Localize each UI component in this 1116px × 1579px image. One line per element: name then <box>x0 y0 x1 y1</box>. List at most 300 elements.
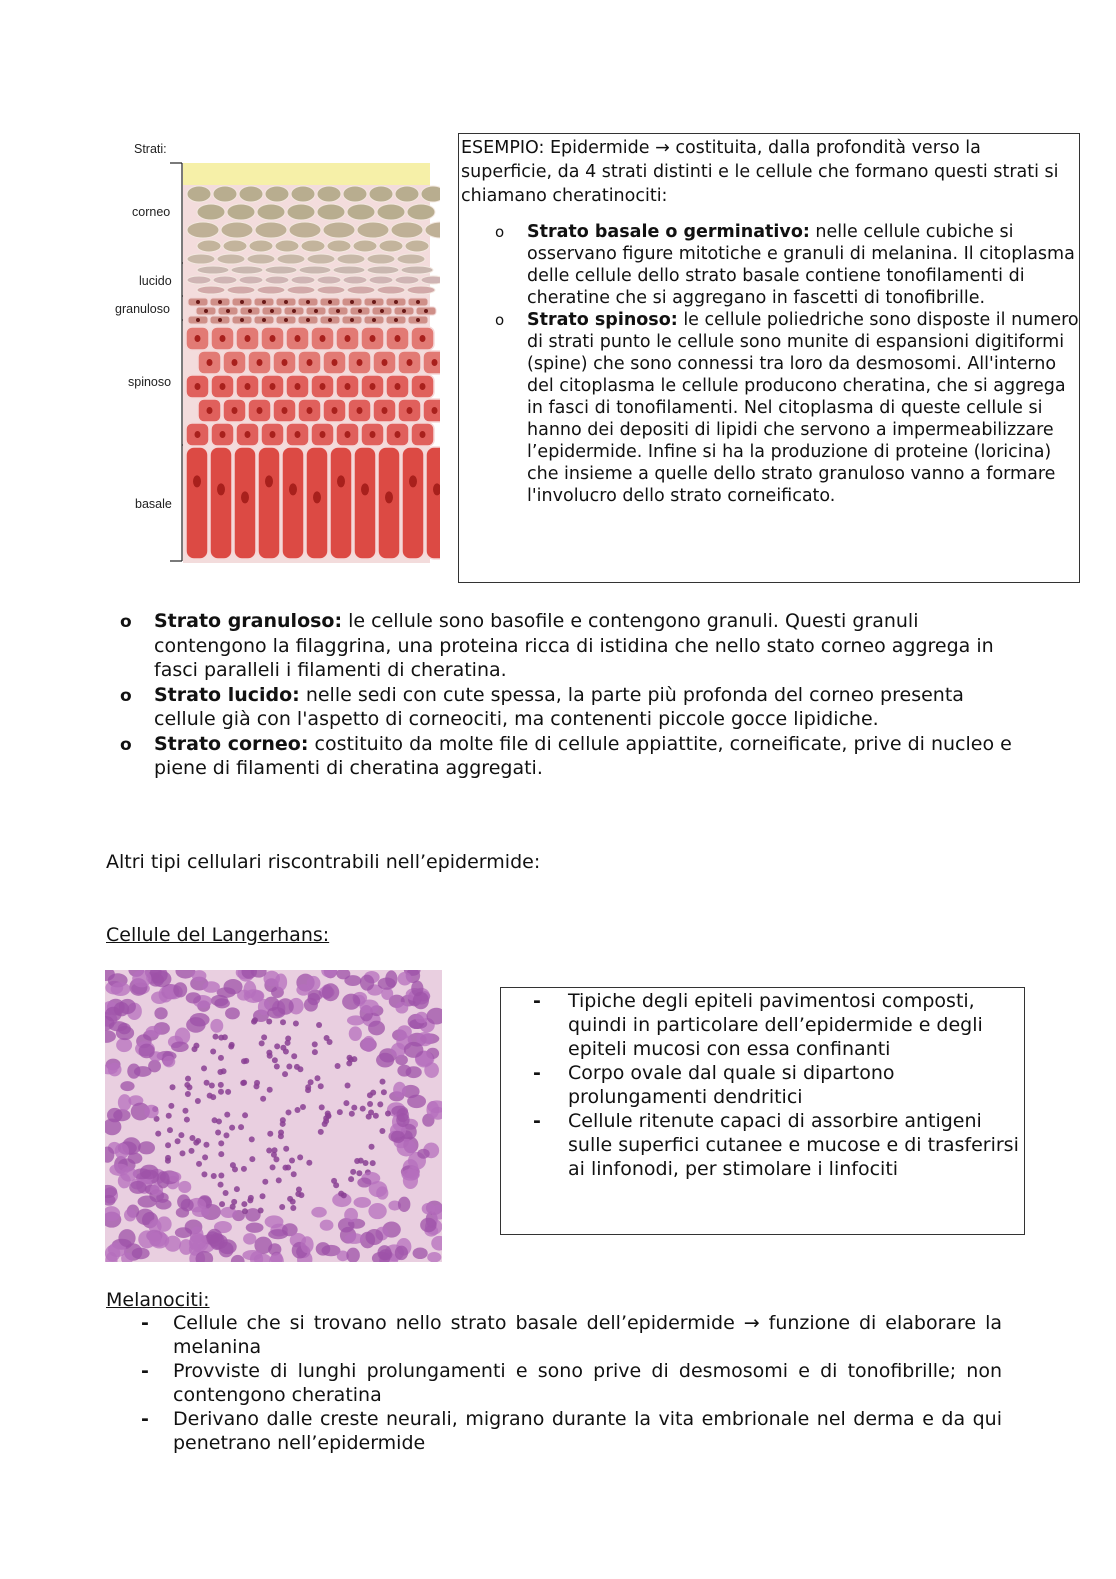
cell-nucleus <box>416 318 420 322</box>
histology-cell <box>185 1076 191 1082</box>
list-item <box>501 1109 1023 1181</box>
layer-label-corneo: corneo <box>132 205 171 219</box>
histology-cell <box>246 1222 264 1232</box>
cell-nucleus <box>320 431 326 438</box>
histology-cell <box>395 1246 408 1261</box>
bullet-marker: - <box>533 990 541 1012</box>
histology-cell <box>280 1019 286 1025</box>
corneo-cell <box>265 186 289 202</box>
histology-cell <box>138 1141 155 1154</box>
corneo-cell <box>357 222 389 238</box>
cell-nucleus <box>432 359 438 366</box>
histology-cell <box>238 1124 244 1130</box>
corneo-cell <box>317 186 341 202</box>
histology-cell <box>129 1181 146 1194</box>
corneo-cell <box>317 204 345 220</box>
basale-cell <box>210 447 232 559</box>
histology-cell <box>114 1002 130 1016</box>
histology-cell <box>202 1154 208 1160</box>
histology-cell <box>168 1172 182 1182</box>
corneo-cell <box>249 240 273 252</box>
cell-nucleus <box>332 359 338 366</box>
histology-cell <box>301 1236 314 1253</box>
histology-cell <box>377 1101 383 1107</box>
histology-cell <box>170 1084 176 1090</box>
histology-cell <box>210 1048 216 1054</box>
histology-cell <box>312 1049 318 1055</box>
histology-cell <box>228 1043 234 1049</box>
histology-cell <box>251 1019 257 1025</box>
histology-cell <box>203 1142 209 1148</box>
histology-cell <box>165 1158 171 1164</box>
histology-cell <box>344 975 361 986</box>
corneo-cell <box>197 240 221 252</box>
histology-cell <box>285 1165 291 1171</box>
corneo-cell <box>223 240 247 252</box>
histology-cell <box>272 1057 278 1063</box>
cell-nucleus <box>220 431 226 438</box>
langerhans-box <box>500 987 1025 1235</box>
histology-cell <box>297 1154 303 1160</box>
cell-nucleus <box>282 407 288 414</box>
histology-cell <box>157 1171 170 1188</box>
histology-cell <box>368 1203 386 1219</box>
list-item <box>106 1407 1002 1455</box>
cell-nucleus <box>358 309 362 313</box>
cell-nucleus <box>193 475 201 487</box>
basale-cell <box>186 447 208 559</box>
cell-nucleus <box>265 475 273 487</box>
histology-cell <box>192 970 207 981</box>
cell-nucleus <box>270 431 276 438</box>
basale-cell <box>402 447 424 559</box>
item-text: le cellule poliedriche sono disposte il numero di strati punto le cellule sono munite di espansioni digitiformi (spine) che sono connessi tra loro da desmosomi. All'interno del citoplasma le cellule producono cheratina, che si aggrega in fasci di tonofilamenti. Nel citoplasma di queste cellule si hanno dei depositi di lipidi che servono a impermeabilizzare l’epidermide. Infine si ha la produzione di proteine (loricina) che insieme a quelle dello strato granuloso vanno a formare l'involucro dello strato corneificato. <box>527 310 1079 506</box>
histology-cell <box>365 1229 383 1245</box>
corneo-cell <box>187 254 215 264</box>
cell-nucleus <box>332 407 338 414</box>
histology-cell <box>234 1186 240 1192</box>
histology-cell <box>422 1203 436 1215</box>
cell-nucleus <box>345 335 351 342</box>
corneo-cell <box>231 266 263 274</box>
cell-nucleus <box>328 300 332 304</box>
histology-cell <box>196 1161 202 1167</box>
corneo-cell <box>217 254 245 264</box>
histology-cell <box>159 986 173 1002</box>
corneo-cell <box>347 204 375 220</box>
histology-cell <box>167 1127 173 1133</box>
histology-cell <box>206 1229 222 1247</box>
corneo-cell <box>377 286 405 294</box>
histology-cell <box>249 1136 255 1142</box>
histology-cell <box>282 1071 288 1077</box>
box1-list <box>459 221 1079 507</box>
histology-cell <box>398 972 412 986</box>
cell-nucleus <box>337 475 345 487</box>
histology-cell <box>192 1206 210 1217</box>
cell-nucleus <box>357 359 363 366</box>
histology-cell <box>185 1091 191 1097</box>
basale-cell <box>354 447 376 559</box>
histology-cell <box>319 1104 325 1110</box>
histology-cell <box>293 1020 299 1026</box>
corneo-cell <box>227 204 255 220</box>
histology-cell <box>166 1113 172 1119</box>
histology-cell <box>424 1062 439 1078</box>
histology-cell <box>354 1197 372 1208</box>
list-item <box>120 732 1020 781</box>
corneo-cell <box>353 240 377 252</box>
cell-nucleus <box>257 407 263 414</box>
histology-cell <box>295 1107 301 1113</box>
histology-cell <box>262 1179 268 1185</box>
corneo-cell <box>401 266 433 274</box>
histology-cell <box>314 1075 320 1081</box>
histology-cell <box>378 977 396 989</box>
cell-nucleus <box>270 383 276 390</box>
histology-cell <box>274 1064 280 1070</box>
histology-cell <box>360 1106 366 1112</box>
cell-nucleus <box>420 335 426 342</box>
langerhans-list <box>501 989 1023 1181</box>
histology-cell <box>362 1036 375 1052</box>
cell-nucleus <box>196 300 200 304</box>
cell-nucleus <box>284 300 288 304</box>
corneo-cell <box>369 186 393 202</box>
histology-cell <box>202 981 220 993</box>
corneo-cell <box>327 240 351 252</box>
histology-cell <box>215 1129 221 1135</box>
corneo-cell <box>301 240 325 252</box>
histology-cell <box>396 1108 408 1122</box>
cell-nucleus <box>402 309 406 313</box>
histology-cell <box>395 1002 408 1014</box>
histology-cell <box>241 1166 247 1172</box>
histology-cell <box>331 1178 337 1184</box>
corneo-cell <box>367 266 399 274</box>
cell-nucleus <box>270 335 276 342</box>
corneo-cell <box>337 254 365 264</box>
cell-nucleus <box>395 383 401 390</box>
histology-cell <box>118 1229 135 1247</box>
cell-nucleus <box>204 309 208 313</box>
histology-cell <box>168 1103 174 1109</box>
cell-nucleus <box>370 431 376 438</box>
cell-nucleus <box>196 318 200 322</box>
histology-cell <box>218 1035 224 1041</box>
histology-cell <box>254 1080 260 1086</box>
corneo-cell <box>343 186 367 202</box>
histology-cell <box>327 1039 333 1045</box>
histology-cell <box>154 1007 167 1019</box>
histology-cell <box>350 1169 356 1175</box>
histology-cell <box>318 1129 324 1135</box>
cell-nucleus <box>195 383 201 390</box>
histology-cell <box>376 1186 388 1199</box>
histology-cell <box>193 1140 199 1146</box>
histology-cell <box>210 1094 216 1100</box>
histology-cell <box>273 1156 279 1162</box>
basale-cell <box>330 447 352 559</box>
histology-cell <box>139 1044 155 1059</box>
cell-nucleus <box>409 475 417 487</box>
corneo-cell <box>289 222 321 238</box>
histology-cell <box>127 1063 140 1078</box>
histology-cell <box>379 1128 385 1134</box>
histology-cell <box>318 1083 324 1089</box>
melanociti-heading: Melanociti: <box>106 1289 210 1311</box>
corneo-cell <box>227 286 255 294</box>
histology-cell <box>240 1080 246 1086</box>
histology-cell <box>219 1201 225 1207</box>
histology-cell <box>243 1058 249 1064</box>
bullet-marker: o <box>495 223 505 241</box>
histology-cell <box>211 1173 217 1179</box>
histology-cell <box>225 1089 231 1095</box>
corneo-cell <box>221 222 253 238</box>
cell-nucleus <box>220 383 226 390</box>
cell-nucleus <box>207 407 213 414</box>
cell-nucleus <box>345 431 351 438</box>
histology-cell <box>323 1115 329 1121</box>
cell-nucleus <box>207 359 213 366</box>
histology-cell <box>156 1199 172 1210</box>
histology-cell <box>285 1109 291 1115</box>
cell-nucleus <box>262 300 266 304</box>
histology-cell <box>370 1160 376 1166</box>
histology-cell <box>391 1043 406 1057</box>
histology-cell <box>204 1080 210 1086</box>
histology-cell <box>132 970 151 987</box>
histology-cell <box>259 1040 265 1046</box>
histology-cell <box>267 1131 273 1137</box>
cell-nucleus <box>420 431 426 438</box>
histology-cell <box>291 1171 297 1177</box>
corneo-cell <box>395 276 419 284</box>
cell-nucleus <box>232 359 238 366</box>
corneo-cell <box>197 204 225 220</box>
cell-nucleus <box>245 335 251 342</box>
basale-cell <box>258 447 280 559</box>
histology-cell <box>369 1144 375 1150</box>
histology-cell <box>397 1025 412 1038</box>
melanociti-list <box>106 1311 1002 1455</box>
list-item <box>106 1359 1002 1407</box>
histology-cell <box>381 1089 387 1095</box>
histology-cell <box>189 1148 195 1154</box>
histology-cell <box>251 990 264 1002</box>
histology-cell <box>304 998 318 1012</box>
cell-nucleus <box>382 359 388 366</box>
item-text: le cellule sono basofile e contengono granuli. Questi granuli contengono la filaggrina, una proteina ricca di istidina che nello stato corneo aggrega in fasci paralleli i filamenti di cheratina. <box>154 610 994 681</box>
cell-nucleus <box>370 383 376 390</box>
langerhans-heading: Cellule del Langerhans: <box>106 924 330 946</box>
histology-cell <box>223 1132 229 1138</box>
cell-nucleus <box>407 359 413 366</box>
list-item <box>501 1061 1023 1109</box>
histology-cell <box>241 1201 247 1207</box>
histology-cell <box>343 1100 349 1106</box>
histology-image <box>105 970 442 1262</box>
histology-cell <box>385 1111 391 1117</box>
cell-nucleus <box>240 318 244 322</box>
epidermis-diagram <box>110 135 440 565</box>
item-title: Strato basale o germinativo: <box>527 222 810 242</box>
histology-cell <box>173 982 187 997</box>
corneo-cell <box>277 254 305 264</box>
cell-nucleus <box>289 483 297 495</box>
corneo-cell <box>379 240 403 252</box>
histology-cell <box>116 1026 134 1040</box>
histology-cell <box>300 1104 306 1110</box>
box1-intro: ESEMPIO: Epidermide → costituita, dalla profondità verso la superficie, da 4 strati distinti e le cellule che formano questi strati si chiamano cheratinociti: <box>461 138 1059 206</box>
corneo-cell <box>197 266 229 274</box>
corneo-cell <box>397 254 425 264</box>
histology-cell <box>274 1043 280 1049</box>
corneo-cell <box>197 286 225 294</box>
corneo-cell <box>317 286 345 294</box>
cell-nucleus <box>416 300 420 304</box>
histology-cell <box>230 1204 236 1210</box>
histology-cell <box>337 1109 343 1115</box>
histology-cell <box>406 1066 422 1078</box>
histology-cell <box>201 1171 207 1177</box>
corneo-cell <box>291 186 315 202</box>
corneo-cell <box>257 286 285 294</box>
histology-cell <box>128 1153 143 1164</box>
histology-cell <box>280 1045 286 1051</box>
histology-cell <box>213 1034 219 1040</box>
histology-cell <box>218 1151 224 1157</box>
corneo-cell <box>265 266 297 274</box>
histology-cell <box>290 1205 296 1211</box>
cell-nucleus <box>380 309 384 313</box>
diagram-title: Strati: <box>134 142 167 156</box>
corneo-cell <box>421 186 440 202</box>
histology-cell <box>146 1026 162 1037</box>
histology-cell <box>278 1129 284 1135</box>
cell-nucleus <box>306 300 310 304</box>
histology-cell <box>155 1131 161 1137</box>
histology-cell <box>218 1089 224 1095</box>
histology-cell <box>242 1250 262 1260</box>
cell-nucleus <box>217 483 225 495</box>
histology-cell <box>218 1140 224 1146</box>
histology-cell <box>248 1195 254 1201</box>
bullet-marker: o <box>120 734 132 755</box>
corneo-cell <box>247 254 275 264</box>
corneo-cell <box>367 254 395 264</box>
histology-cell <box>249 1156 255 1162</box>
item-text: Tipiche degli epiteli pavimentosi composti, quindi in particolare dell’epidermide e degli epiteli mucosi con essa confinanti <box>568 990 983 1060</box>
histology-cell <box>179 1150 185 1156</box>
histology-cell <box>242 1208 248 1214</box>
layer-label-basale: basale <box>135 497 172 511</box>
histology-cell <box>229 1125 235 1131</box>
histology-cell <box>124 1209 136 1222</box>
histology-cell <box>342 994 360 1010</box>
histology-cell <box>140 1165 159 1180</box>
histology-cell <box>285 1040 291 1046</box>
histology-cell <box>184 1082 190 1088</box>
layer-label-lucido: lucido <box>139 274 172 288</box>
cell-nucleus <box>295 383 301 390</box>
item-text: Provviste di lunghi prolungamenti e sono prive di desmosomi e di tonofibrille; non contengono cheratina <box>173 1360 1002 1406</box>
histology-cell <box>163 1056 175 1067</box>
corneo-cell <box>377 204 405 220</box>
histology-cell <box>108 1063 122 1077</box>
cell-nucleus <box>357 407 363 414</box>
histology-cell <box>186 992 201 1003</box>
histology-cell <box>349 1111 355 1117</box>
histology-cell <box>348 1176 354 1182</box>
histology-cell <box>391 1131 405 1144</box>
histology-cell <box>115 1143 129 1159</box>
histology-cell <box>306 1160 312 1166</box>
histology-cell <box>189 1234 209 1252</box>
histology-cell <box>272 1147 278 1153</box>
cell-nucleus <box>395 335 401 342</box>
histology-cell <box>120 1081 134 1091</box>
bullet-marker: o <box>120 685 132 706</box>
histology-cell <box>111 982 131 996</box>
cell-nucleus <box>306 318 310 322</box>
item-text: nelle cellule cubiche si osservano figure mitotiche e granuli di melanina. Il citoplasma delle cellule dello strato basale contiene tonofilamenti di cheratine che si aggregano in fascetti di tonofibrille. <box>527 222 1075 308</box>
histology-cell <box>283 1146 289 1152</box>
corneo-cell <box>287 286 315 294</box>
histology-cell <box>201 1065 207 1071</box>
cell-nucleus <box>307 359 313 366</box>
histology-cell <box>218 1082 224 1088</box>
list-item <box>106 1311 1002 1359</box>
histology-cell <box>186 1017 205 1033</box>
histology-cell <box>270 1164 276 1170</box>
cell-nucleus <box>257 359 263 366</box>
corneo-cell <box>307 254 335 264</box>
histology-cell <box>230 1162 236 1168</box>
histology-cell <box>415 1012 428 1024</box>
bullet-marker: - <box>141 1312 149 1334</box>
histology-cell <box>171 1042 189 1053</box>
corneo-cell <box>317 276 341 284</box>
cell-nucleus <box>218 300 222 304</box>
histology-cell <box>393 1082 406 1098</box>
cell-nucleus <box>262 318 266 322</box>
histology-cell <box>349 1026 362 1041</box>
cell-nucleus <box>320 383 326 390</box>
histology-cell <box>260 1193 266 1199</box>
histology-cell <box>305 1087 311 1093</box>
histology-cell <box>363 1160 369 1166</box>
corneo-cell <box>213 276 237 284</box>
histology-cell <box>261 1034 267 1040</box>
histology-cell <box>316 1022 322 1028</box>
item-title: Strato spinoso: <box>527 310 678 330</box>
histology-cell <box>279 1204 285 1210</box>
corneo-cell <box>333 266 365 274</box>
histology-cell <box>373 1113 379 1119</box>
histology-cell <box>417 1149 429 1159</box>
histology-cell <box>312 1041 318 1047</box>
histology-cell <box>267 1007 285 1019</box>
histology-cell <box>275 973 287 990</box>
epidermis-layers-box <box>458 133 1080 583</box>
cell-nucleus <box>307 407 313 414</box>
cell-nucleus <box>336 309 340 313</box>
cell-nucleus <box>292 309 296 313</box>
cell-nucleus <box>350 318 354 322</box>
histology-cell <box>360 999 379 1013</box>
